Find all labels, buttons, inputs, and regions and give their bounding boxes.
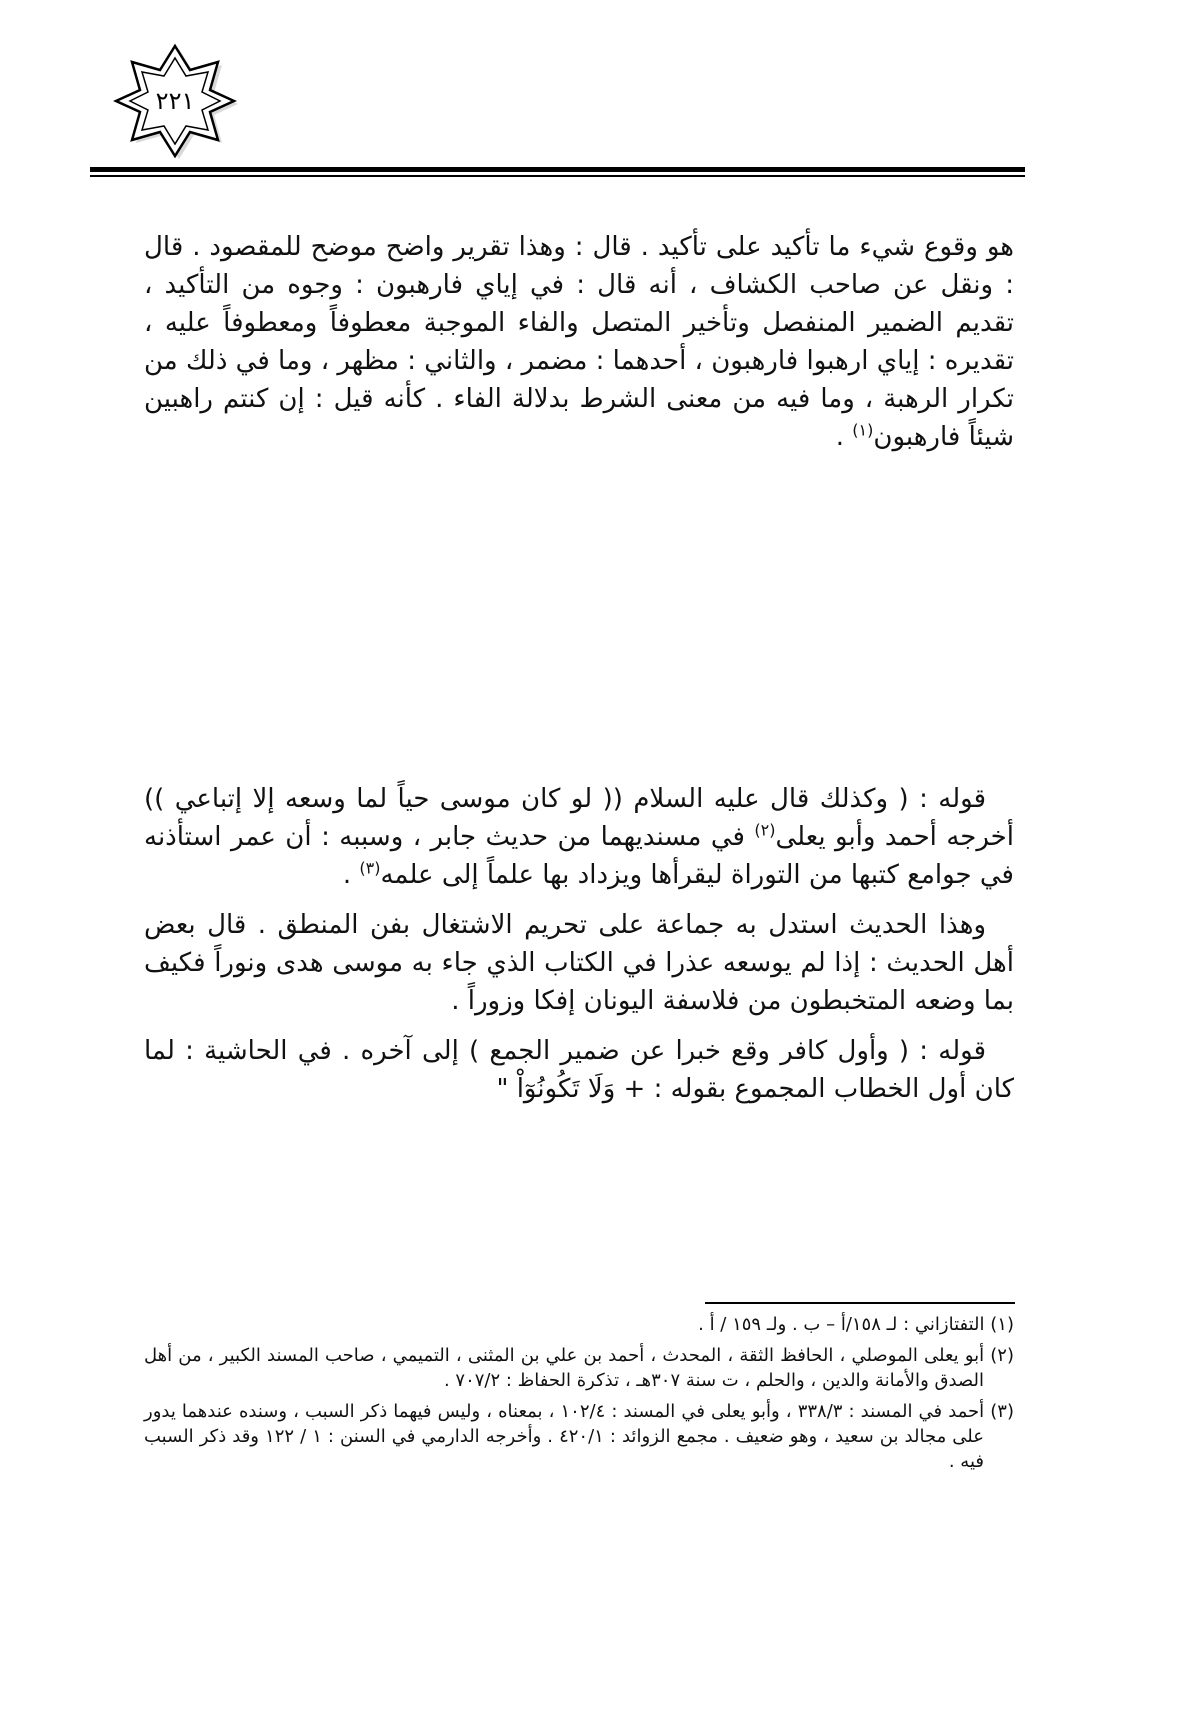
top-paragraph-text: هو وقوع شيء ما تأكيد على تأكيد . قال : وهذا تقرير واضح موضح للمقصود . قال : ونقل عن صاحب الكشاف ، أنه قال : في إياي فارهبون : وجوه من التأكيد ، تقديم الضمير المنفصل وتأخير المتصل والفاء الموجبة معطوفاً ومعطوفاً عليه ، تقديره : إياي ارهبوا فارهبون ، أحدهما : مضمر ، والثاني : مظهر ، وما في ذلك من تكرار الرهبة ، وما فيه من معنى الشرط بدلالة الفاء . كأنه قيل : إن كنتم راهبين شيئاً فارهبون	[144, 232, 1014, 452]
footnote-3: (٣) أحمد في المسند : ٣٣٨/٣ ، وأبو يعلى في المسند : ١٠٢/٤ ، بمعناه ، وليس فيهما ذكر السبب ، وسنده عندهما يدور على مجالد بن سعيد ، وهو ضعيف . مجمع الزوائد : ٤٢٠/١ . وأخرجه الدارمي في السنن : ١ / ١٢٢ وقد ذكر السبب فيه .	[144, 1401, 1014, 1472]
footnote-1: (١) التفتازاني : لـ ١٥٨/أ – ب . ولـ ١٥٩ / أ .	[698, 1314, 1014, 1335]
paragraph-hadith-part2: في مسنديهما من حديث جابر ، وسببه : أن عمر استأذنه في جوامع كتبها من التوراة ليقرأها ويزداد بها علماً إلى علمه	[144, 822, 1014, 890]
top-paragraph-block	[144, 228, 1014, 456]
paragraph-hadith-end: .	[342, 860, 360, 890]
footnotes	[144, 1312, 1014, 1480]
page-number: ٢٢١	[155, 87, 195, 115]
footnote-ref-1: (١)	[852, 420, 874, 440]
main-text-block	[144, 780, 1014, 1120]
footnote-ref-2: (٢)	[754, 820, 776, 840]
paragraph-logic: وهذا الحديث استدل به جماعة على تحريم الاشتغال بفن المنطق . قال بعض أهل الحديث : إذا لم يوسعه عذرا في الكتاب الذي جاء به موسى هدى ونوراً فكيف بما وضعه المتخبطون من فلاسفة اليونان إفكا وزوراً .	[144, 910, 1014, 1016]
page-number-ornament	[110, 40, 240, 162]
header-rule	[90, 167, 1025, 172]
header-rule-thin	[90, 175, 1025, 177]
footnote-separator	[705, 1302, 1015, 1304]
top-paragraph	[144, 228, 1014, 456]
footnote-2: (٢) أبو يعلى الموصلي ، الحافظ الثقة ، المحدث ، أحمد بن علي بن المثنى ، التميمي ، صاحب المسند الكبير ، من أهل الصدق والأمانة والدين ، والحلم ، ت سنة ٣٠٧هـ ، تذكرة الحفاظ : ٧٠٧/٢ .	[144, 1345, 1014, 1391]
paragraph-hadith	[144, 780, 1014, 894]
footnote-ref-3: (٣)	[359, 858, 381, 878]
paragraph-hadith-part1: قوله : ( وكذلك قال عليه السلام (( لو كان موسى حياً لما وسعه إلا إتباعي )) أخرجه أحمد وأبو يعلى	[144, 784, 1014, 852]
paragraph-first-disbeliever: قوله : ( وأول كافر وقع خبرا عن ضمير الجمع ) إلى آخره . في الحاشية : لما كان أول الخطاب المجموع بقوله : + وَلَا تَكُونُوٓاْ "	[144, 1036, 1014, 1104]
top-paragraph-end: .	[835, 422, 853, 452]
